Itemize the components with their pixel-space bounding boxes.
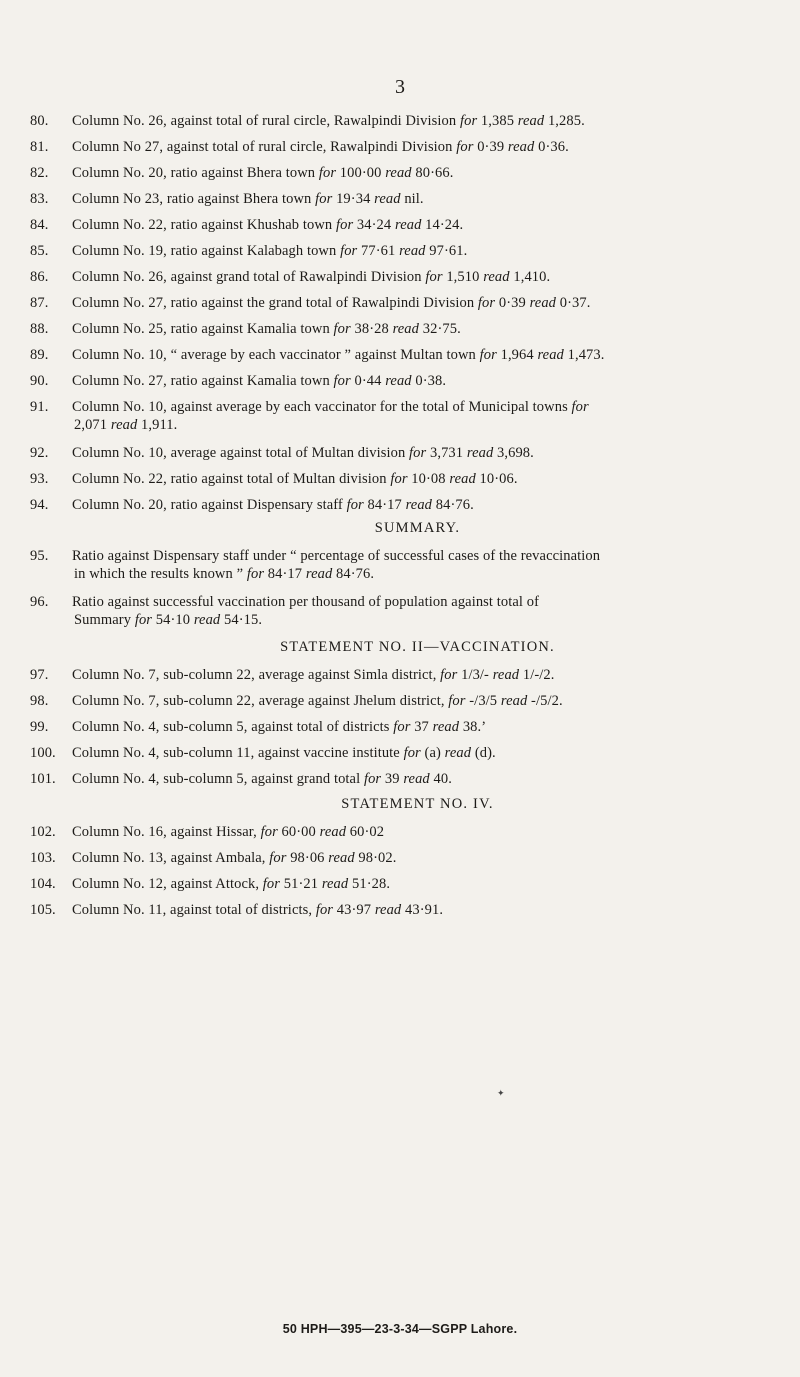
item-text: Column No. 19, ratio against Kalabagh town for 77·61 read 97·61. [72, 243, 468, 259]
list-item [30, 190, 775, 208]
list-item [30, 547, 775, 583]
item-text: Column No. 26, against total of rural circle, Rawalpindi Division for 1,385 read 1,285. [72, 113, 585, 129]
section-statement-i-cont [30, 444, 775, 514]
item-number: 103. [30, 850, 56, 866]
item-text: Column No. 10, average against total of Multan division for 3,731 read 3,698. [72, 445, 534, 461]
section-statement-iv [30, 823, 775, 919]
list-item [30, 216, 775, 234]
list-item [30, 666, 775, 684]
list-item [30, 496, 775, 514]
item-number: 91. [30, 399, 49, 415]
list-item [30, 875, 775, 893]
heading-summary: SUMMARY. [374, 520, 461, 536]
item-number: 87. [30, 295, 49, 311]
item-text: Ratio against Dispensary staff under “ percentage of successful cases of the revaccination in which the results known ” for 84·17 read 84·76. [72, 548, 601, 582]
item-text: Column No. 4, sub-column 11, against vaccine institute for (a) read (d). [72, 745, 496, 761]
list-item [30, 112, 775, 130]
list-item [30, 444, 775, 462]
item-text: Column No 23, ratio against Bhera town for 19·34 read nil. [72, 191, 424, 207]
page-number: 3 [395, 76, 405, 98]
item-number: 88. [30, 321, 49, 337]
item-text: Column No. 20, ratio against Dispensary staff for 84·17 read 84·76. [72, 497, 474, 513]
item-number: 84. [30, 217, 49, 233]
item-number: 85. [30, 243, 49, 259]
item-text: Column No. 27, ratio against Kamalia town for 0·44 read 0·38. [72, 373, 447, 389]
list-item [30, 268, 775, 286]
list-item [30, 242, 775, 260]
section-statement-ii [30, 666, 775, 788]
list-item [30, 770, 775, 788]
item-number: 83. [30, 191, 49, 207]
item-text: Column No. 7, sub-column 22, average against Jhelum district, for -/3/5 read -/5/2. [72, 693, 563, 709]
item-text: Column No. 16, against Hissar, for 60·00 read 60·02 [72, 824, 385, 840]
list-item [30, 372, 775, 390]
item-number: 101. [30, 771, 56, 787]
list-item [30, 718, 775, 736]
item-number: 82. [30, 165, 49, 181]
list-item [30, 346, 775, 364]
item-text: Column No. 20, ratio against Bhera town for 100·00 read 80·66. [72, 165, 454, 181]
item-number: 89. [30, 347, 49, 363]
item-number: 102. [30, 824, 56, 840]
heading-statement-iv: STATEMENT NO. IV. [341, 796, 494, 812]
item-text: Column No. 13, against Ambala, for 98·06 read 98·02. [72, 850, 397, 866]
item-number: 81. [30, 139, 49, 155]
item-number: 96. [30, 594, 49, 610]
item-text: Column No. 4, sub-column 5, against total of districts for 37 read 38.’ [72, 719, 487, 735]
item-number: 95. [30, 548, 49, 564]
corrigenda-list [30, 112, 775, 927]
list-item [30, 823, 775, 841]
item-text: Column No. 10, against average by each vaccinator for the total of Municipal towns for 2,071 read 1,911. [72, 399, 589, 433]
item-number: 99. [30, 719, 49, 735]
list-item [30, 849, 775, 867]
item-number: 105. [30, 902, 56, 918]
item-text: Column No. 27, ratio against the grand total of Rawalpindi Division for 0·39 read 0·37. [72, 295, 591, 311]
list-item [30, 164, 775, 182]
item-number: 80. [30, 113, 49, 129]
item-number: 86. [30, 269, 49, 285]
stray-mark: ✦ [497, 1088, 505, 1098]
list-item [30, 901, 775, 919]
item-number: 100. [30, 745, 56, 761]
list-item [30, 294, 775, 312]
printer-imprint: 50 HPH—395—23-3-34—SGPP Lahore. [282, 1322, 518, 1336]
item-number: 97. [30, 667, 49, 683]
list-item [30, 692, 775, 710]
item-number: 92. [30, 445, 49, 461]
list-item [30, 593, 775, 629]
item-text: Column No. 11, against total of districts, for 43·97 read 43·91. [72, 902, 444, 918]
item-number: 90. [30, 373, 49, 389]
item-text: Column No. 25, ratio against Kamalia town for 38·28 read 32·75. [72, 321, 461, 337]
section-statement-i [30, 112, 775, 390]
heading-statement-ii: STATEMENT NO. II—VACCINATION. [280, 639, 555, 655]
item-text: Column No. 10, “ average by each vaccinator ” against Multan town for 1,964 read 1,473. [72, 347, 605, 363]
item-text: Column No. 22, ratio against total of Multan division for 10·08 read 10·06. [72, 471, 518, 487]
item-text: Column No. 4, sub-column 5, against grand total for 39 read 40. [72, 771, 452, 787]
item-text: Ratio against successful vaccination per thousand of population against total of Summary for 54·10 read 54·15. [72, 594, 540, 628]
list-item [30, 138, 775, 156]
item-text: Column No. 22, ratio against Khushab town for 34·24 read 14·24. [72, 217, 464, 233]
item-number: 93. [30, 471, 49, 487]
list-item [30, 398, 775, 434]
item-text: Column No. 12, against Attock, for 51·21 read 51·28. [72, 876, 391, 892]
item-text: Column No. 26, against grand total of Rawalpindi Division for 1,510 read 1,410. [72, 269, 551, 285]
list-item [30, 320, 775, 338]
item-text: Column No. 7, sub-column 22, average against Simla district, for 1/3/- read 1/-/2. [72, 667, 555, 683]
item-number: 104. [30, 876, 56, 892]
item-text: Column No 27, against total of rural circle, Rawalpindi Division for 0·39 read 0·36. [72, 139, 569, 155]
list-item [30, 744, 775, 762]
list-item [30, 470, 775, 488]
item-number: 98. [30, 693, 49, 709]
item-number: 94. [30, 497, 49, 513]
